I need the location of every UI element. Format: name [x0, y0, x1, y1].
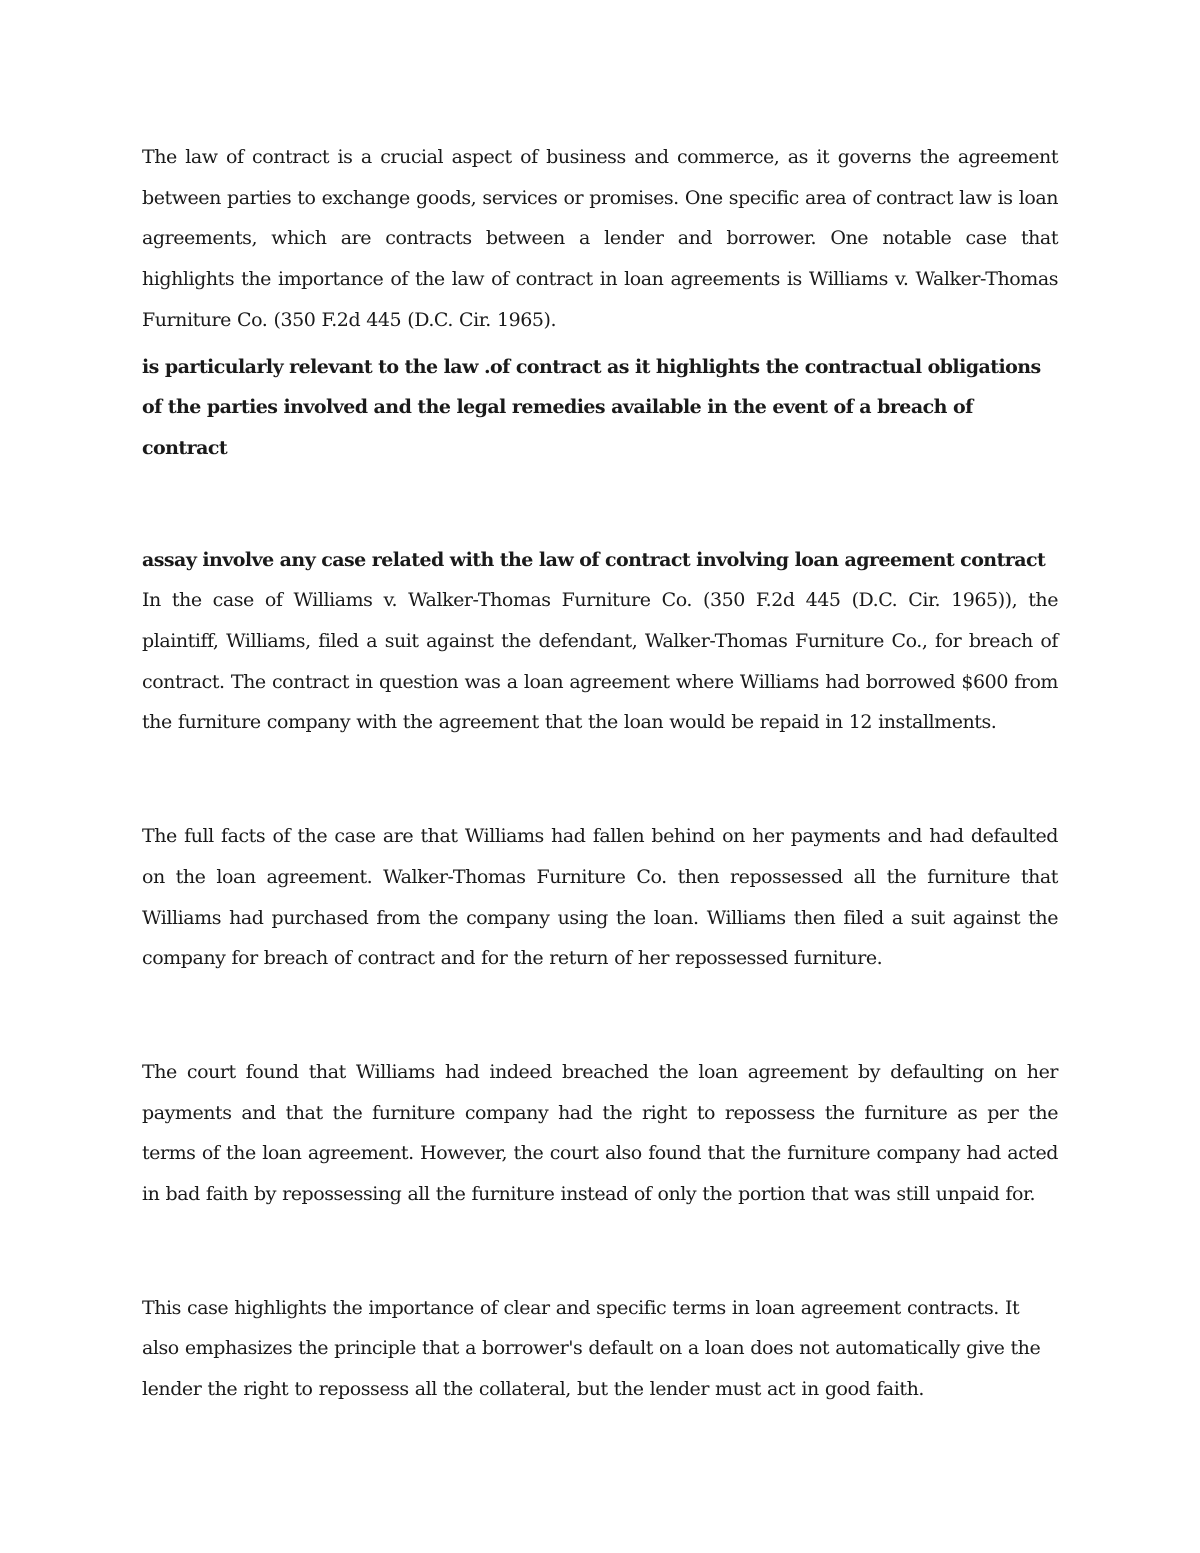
bold-statement: is particularly relevant to the law .of contract as it highlights the contractual obligations of the parties involved and the legal remedies available in the event of a breach of contract: [142, 355, 1041, 459]
document-page: [142, 137, 1058, 1410]
essay-prompt-heading: assay involve any case related with the law of contract involving loan agreement contract: [142, 548, 1046, 571]
case-overview-paragraph: In the case of Williams v. Walker-Thomas Furniture Co. (350 F.2d 445 (D.C. Cir. 1965)), the plaintiff, Williams, filed a suit against the defendant, Walker-Thomas Furniture Co., for breach of contract. The contract in question was a loan agreement where Williams had borrowed $600 from the furniture company with the agreement that the loan would be repaid in 12 installments.: [142, 589, 1058, 734]
intro-paragraph: The law of contract is a crucial aspect of business and commerce, as it governs the agreement between parties to exchange goods, services or promises. One specific area of contract law is loan agreements, which are contracts between a lender and borrower. One notable case that highlights the importance of the law of contract in loan agreements is Williams v. Walker-Thomas Furniture Co. (350 F.2d 445 (D.C. Cir. 1965).: [142, 146, 1058, 331]
court-findings-paragraph: The court found that Williams had indeed breached the loan agreement by defaulting on her payments and that the furniture company had the right to repossess the furniture as per the terms of the loan agreement. However, the court also found that the furniture company had acted in bad faith by repossessing all the furniture instead of only the portion that was still unpaid for.: [142, 1060, 1058, 1206]
conclusion-paragraph: This case highlights the importance of clear and specific terms in loan agreement contracts. It also emphasizes the principle that a borrower's default on a loan does not automatically give the lender the right to repossess all the collateral, but the lender must act in good faith.: [142, 1296, 1041, 1401]
case-facts-paragraph: The full facts of the case are that Williams had fallen behind on her payments and had defaulted on the loan agreement. Walker-Thomas Furniture Co. then repossessed all the furniture that Williams had purchased from the company using the loan. Williams then filed a suit against the company for breach of contract and for the return of her repossessed furniture.: [142, 825, 1058, 970]
